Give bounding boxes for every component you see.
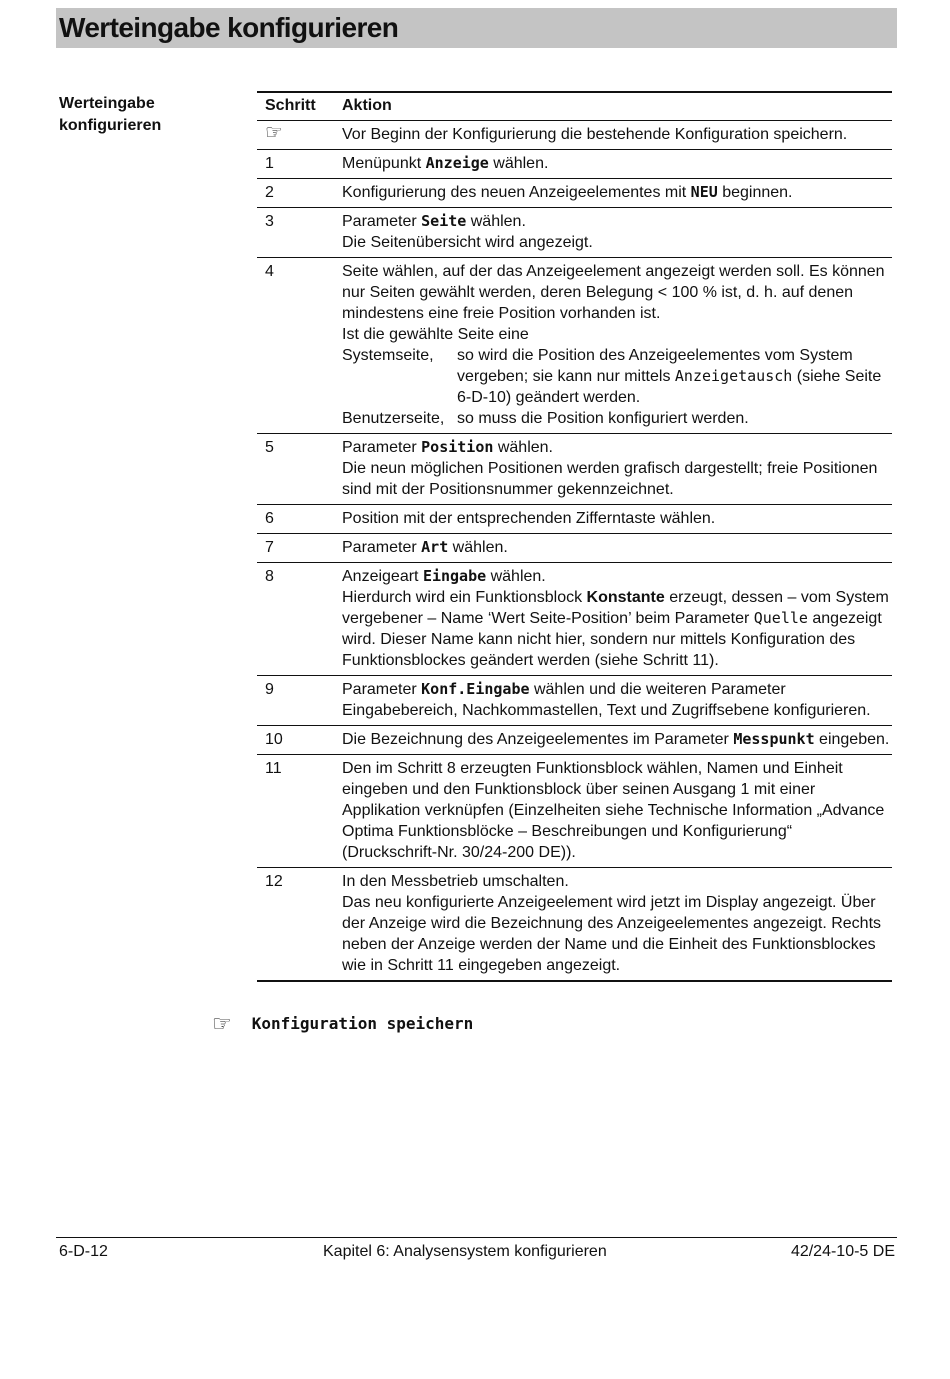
step-text: Parameter (342, 681, 422, 698)
option-label: Benutzerseite, (342, 410, 445, 427)
step-text: Seite wählen, auf der das Anzeigeelement angezeigt werden soll. Es können nur Seiten gewählt werden, deren Belegung < 100 % ist, d. h. auf denen mindestens eine freie Position vorhanden ist. (342, 263, 885, 322)
step-action (334, 868, 893, 982)
pointing-hand-icon: ☞ (265, 122, 283, 144)
step-text: beginnen. (717, 184, 793, 201)
step-action (334, 676, 893, 726)
side-label (59, 93, 161, 137)
footer-divider (56, 1237, 897, 1238)
step-number: 2 (257, 179, 334, 208)
step-text: Menüpunkt (342, 155, 426, 172)
step-text: Anzeigeart (342, 568, 423, 585)
parameter-code: Anzeigetausch (674, 367, 793, 385)
step-action (334, 563, 893, 676)
table-header-row (257, 92, 892, 121)
table-row (257, 208, 892, 258)
function-block-name: Konstante (586, 589, 665, 606)
table-row (257, 534, 892, 563)
table-row (257, 676, 892, 726)
header-bar (56, 8, 897, 48)
step-number: 4 (257, 258, 334, 434)
system-page-option (342, 345, 890, 408)
parameter-code: Position (421, 438, 494, 456)
hint-text: Vor Beginn der Konfigurierung die bestehende Konfiguration speichern. (334, 121, 893, 150)
step-number: 10 (257, 726, 334, 755)
parameter-code: Anzeige (425, 154, 489, 172)
step-number: 6 (257, 505, 334, 534)
parameter-code: Konf.Eingabe (421, 680, 530, 698)
option-text: so muss die Position konfiguriert werden. (457, 410, 749, 427)
step-number: 5 (257, 434, 334, 505)
pointing-hand-icon: ☞ (212, 1010, 232, 1036)
note-text: Konfiguration speichern (251, 1014, 474, 1033)
step-number: 9 (257, 676, 334, 726)
document-number: 42/24-10-5 DE (790, 1243, 895, 1260)
step-text: Die Bezeichnung des Anzeigeelementes im Parameter (342, 731, 734, 748)
column-header-action: Aktion (334, 92, 893, 121)
parameter-code: Eingabe (422, 567, 487, 585)
parameter-code: Seite (421, 212, 467, 230)
parameter-code: Quelle (753, 609, 808, 627)
side-label-line1: Werteingabe (59, 95, 155, 112)
step-text: Die Seitenübersicht wird angezeigt. (342, 234, 593, 251)
parameter-code: NEU (690, 183, 718, 201)
table-row (257, 868, 892, 982)
parameter-code: Messpunkt (733, 730, 815, 748)
table-row (257, 258, 892, 434)
table-row (257, 150, 892, 179)
step-action (334, 726, 893, 755)
step-text: Parameter (342, 213, 422, 230)
table-row (257, 505, 892, 534)
table-row (257, 755, 892, 868)
step-number: 7 (257, 534, 334, 563)
step-text: wählen. (493, 439, 553, 456)
page-title: Werteingabe konfigurieren (59, 12, 399, 43)
table-row-hint (257, 121, 892, 150)
save-configuration-note (212, 1010, 474, 1036)
step-action: Position mit der entsprechenden Zifferntaste wählen. (334, 505, 893, 534)
step-text: wählen. (448, 539, 508, 556)
step-number: 3 (257, 208, 334, 258)
table-row (257, 179, 892, 208)
step-text: Konfigurierung des neuen Anzeigeelementes mit (342, 184, 691, 201)
step-text: wählen. (466, 213, 526, 230)
step-text: (siehe Seite 6-D-10) geändert werden. (457, 368, 882, 406)
step-number: 12 (257, 868, 334, 982)
step-text: Hierdurch wird ein Funktionsblock (342, 589, 587, 606)
column-header-step: Schritt (257, 92, 334, 121)
step-text: wählen und die weiteren Parameter Eingabebereich, Nachkommastellen, Text und Zugriffsebene konfigurieren. (342, 681, 871, 719)
step-action (334, 534, 893, 563)
step-text: wählen. (488, 155, 549, 172)
chapter-title: Kapitel 6: Analysensystem konfigurieren (323, 1243, 607, 1260)
table-row (257, 563, 892, 676)
table-row (257, 434, 892, 505)
step-number: 1 (257, 150, 334, 179)
side-label-line2: konfigurieren (59, 117, 162, 134)
step-text: erzeugt, dessen – vom System vergebener – Name ‘Wert Seite-Position’ beim Parameter (342, 589, 889, 627)
parameter-code: Art (421, 538, 449, 556)
step-action (334, 208, 893, 258)
table-row (257, 726, 892, 755)
step-number: 11 (257, 755, 334, 868)
option-text (457, 345, 890, 408)
steps-table (257, 91, 892, 982)
step-text: wählen. (486, 568, 546, 585)
step-action (334, 150, 893, 179)
step-action (334, 434, 893, 505)
step-action (334, 179, 893, 208)
step-text: angezeigt wird. Dieser Name kann nicht hier, sondern nur mittels Konfiguration des Funktionsblockes geändert werden (siehe Schritt 11). (342, 610, 882, 669)
step-action: Den im Schritt 8 erzeugten Funktionsblock wählen, Namen und Einheit eingeben und den Funktionsblock über seinen Ausgang 1 mit einer Applikation verknüpfen (Einzelheiten siehe Technische Information „Advance Optima Funktionsblöcke – Beschreibungen und Konfigurierung“ (Druckschrift-Nr. 30/24-200 DE)). (334, 755, 893, 868)
step-number: 8 (257, 563, 334, 676)
step-text: Parameter (342, 539, 422, 556)
step-text: so wird die Position des Anzeigeelementes vom System vergeben; sie kann nur mittels (457, 347, 853, 385)
step-text: Parameter (342, 439, 422, 456)
step-text: Ist die gewählte Seite eine (342, 326, 529, 343)
step-action (334, 258, 893, 434)
user-page-option (342, 408, 890, 429)
option-label: Systemseite, (342, 347, 434, 364)
step-text: eingeben. (814, 731, 890, 748)
step-text: Die neun möglichen Positionen werden grafisch dargestellt; freie Positionen sind mit der Positionsnummer gekennzeichnet. (342, 460, 878, 498)
step-text: In den Messbetrieb umschalten. (342, 873, 569, 890)
page-number: 6-D-12 (59, 1243, 108, 1260)
step-text: Das neu konfigurierte Anzeigeelement wird jetzt im Display angezeigt. Über der Anzeige wird die Bezeichnung des Anzeigeelementes angezeigt. Rechts neben der Anzeige werden der Name und die Einheit des Funktionsblockes wie in Schritt 11 eingegeben angezeigt. (342, 894, 882, 974)
